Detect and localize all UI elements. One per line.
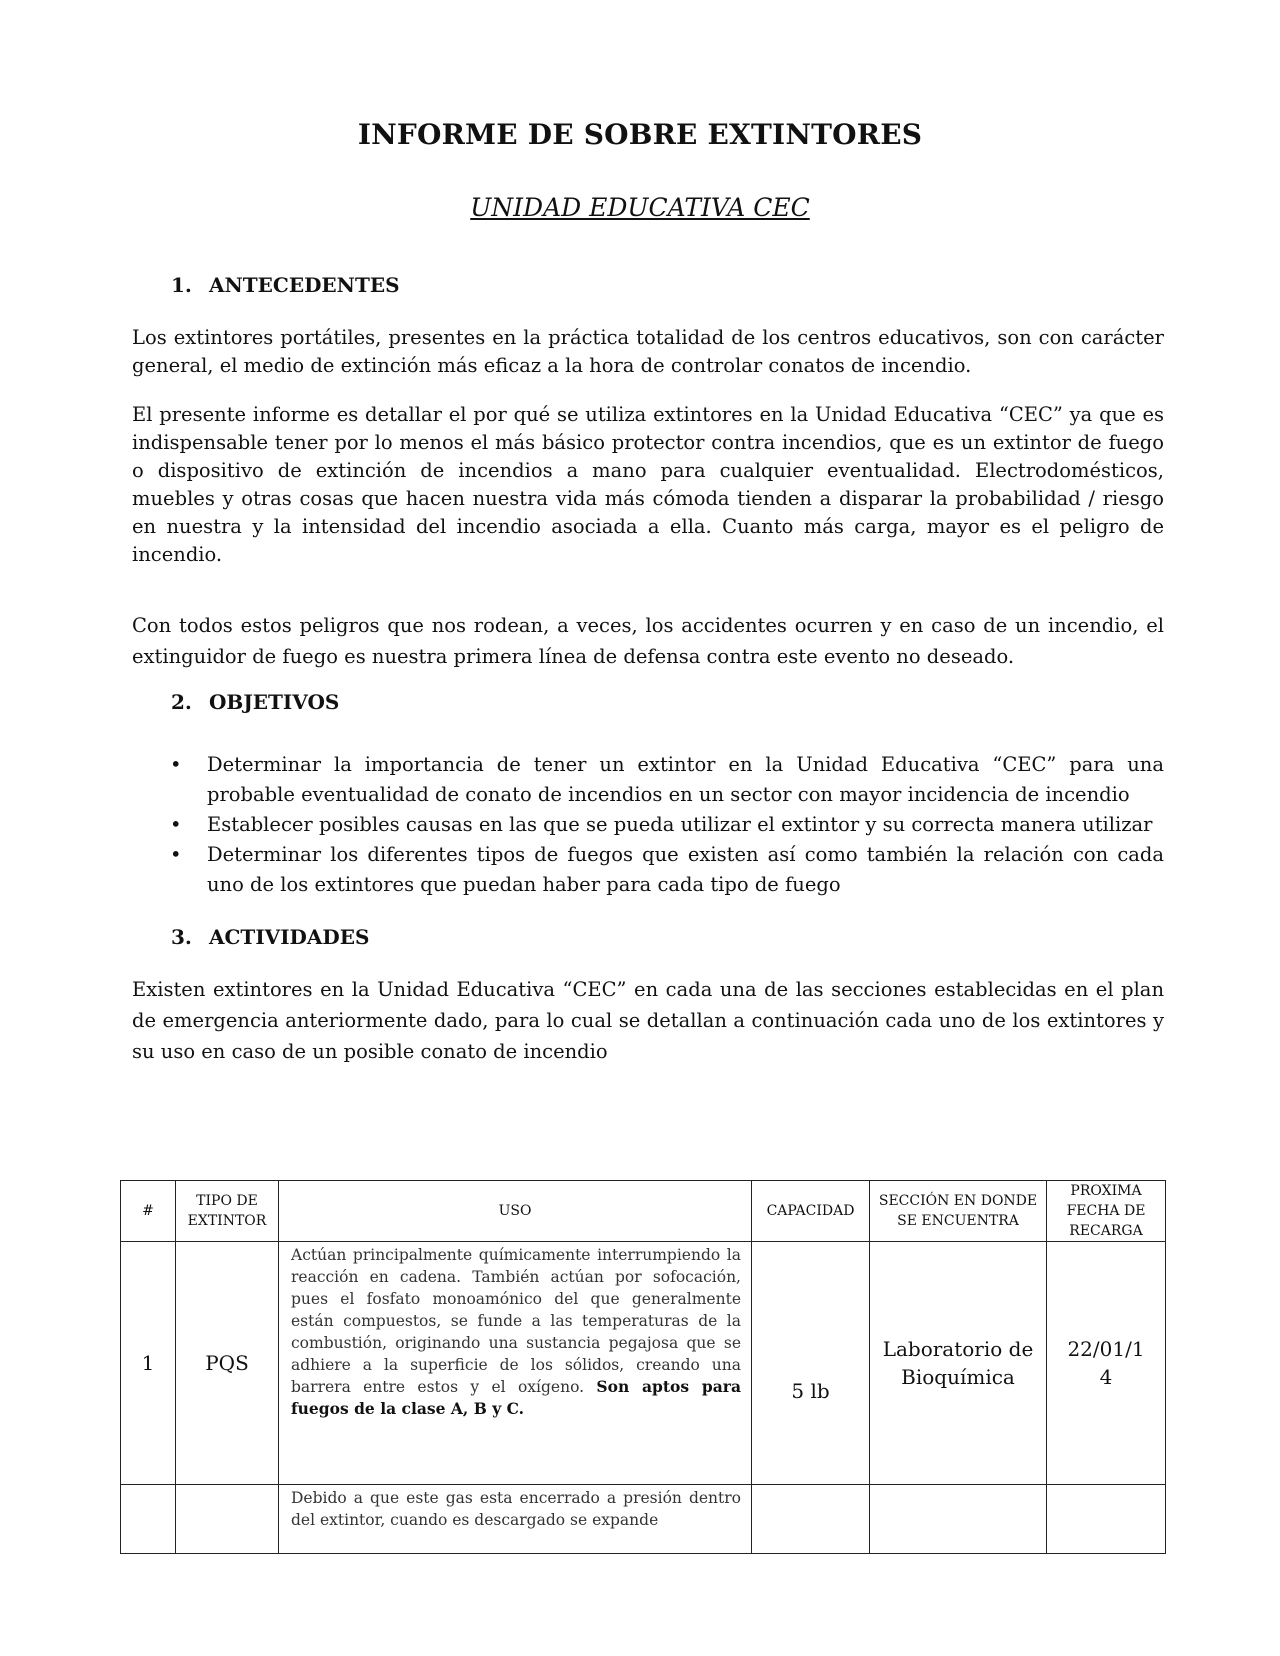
cell-seccion	[870, 1485, 1047, 1554]
uso-text: Actúan principalmente químicamente interrumpiendo la reacción en cadena. También actúan por sofocación, pues el fosfato monoamónico del que generalmente están compuestos, se funde a las temperaturas de la combustión, originando una sustancia pegajosa que se adhiere a la superficie de los sólidos, creando una barrera entre estos y el oxígeno.	[291, 1246, 741, 1396]
section-title: OBJETIVOS	[209, 690, 340, 714]
antecedentes-paragraph-2: El presente informe es detallar el por qué se utiliza extintores en la Unidad Educativa “CEC” ya que es indispensable tener por lo menos el más básico protector contra incendios, que es un extintor de fuego o dispositivo de extinción de incendios a mano para cualquier eventualidad. Electrodomésticos, muebles y otras cosas que hacen nuestra vida más cómoda tienden a disparar la probabilidad / riesgo en nuestra y la intensidad del incendio asociada a ella. Cuanto más carga, mayor es el peligro de incendio.	[132, 403, 1164, 566]
list-item	[132, 840, 1164, 900]
bullet-icon: •	[170, 843, 182, 866]
section-title: ANTECEDENTES	[209, 273, 400, 297]
antecedentes-paragraph-1: Los extintores portátiles, presentes en la práctica totalidad de los centros educativos, son con carácter general, el medio de extinción más eficaz a la hora de controlar conatos de incendio.	[132, 326, 1164, 377]
table-row	[121, 1485, 1166, 1554]
table-row	[121, 1242, 1166, 1485]
cell-fecha: 22/01/14	[1047, 1242, 1166, 1485]
cell-tipo: PQS	[176, 1242, 279, 1485]
header-capacidad: CAPACIDAD	[752, 1181, 870, 1242]
header-fecha: PROXIMA FECHA DE RECARGA	[1047, 1181, 1166, 1242]
cell-uso	[279, 1242, 752, 1485]
bullet-icon: •	[170, 753, 182, 776]
section-heading-objetivos	[171, 690, 339, 714]
header-tipo: TIPO DE EXTINTOR	[176, 1181, 279, 1242]
extintores-table	[120, 1180, 1166, 1554]
section-number: 2.	[171, 690, 192, 714]
uso-text: Debido a que este gas esta encerrado a presión dentro del extintor, cuando es descargado se expande	[291, 1489, 741, 1529]
list-item-text: Determinar la importancia de tener un extintor en la Unidad Educativa “CEC” para una probable eventualidad de conato de incendios en un sector con mayor incidencia de incendio	[207, 753, 1164, 806]
section-heading-antecedentes	[171, 273, 400, 297]
cell-capacidad: 5 lb	[752, 1242, 870, 1485]
list-item-text: Establecer posibles causas en las que se pueda utilizar el extintor y su correcta manera utilizar	[207, 813, 1153, 836]
document-subtitle: UNIDAD EDUCATIVA CEC	[470, 193, 810, 222]
section-number: 1.	[171, 273, 192, 297]
document-title: INFORME DE SOBRE EXTINTORES	[357, 118, 923, 151]
cell-num: 1	[121, 1242, 176, 1485]
objetivos-list	[132, 750, 1164, 900]
cell-num	[121, 1485, 176, 1554]
header-num: #	[121, 1181, 176, 1242]
list-item	[132, 750, 1164, 810]
section-title: ACTIVIDADES	[209, 925, 370, 949]
section-number: 3.	[171, 925, 192, 949]
cell-tipo	[176, 1485, 279, 1554]
bullet-icon: •	[170, 813, 182, 836]
actividades-paragraph: Existen extintores en la Unidad Educativa “CEC” en cada una de las secciones establecidas en el plan de emergencia anteriormente dado, para lo cual se detallan a continuación cada uno de los extintores y su uso en caso de un posible conato de incendio	[132, 978, 1164, 1063]
list-item-text: Determinar los diferentes tipos de fuegos que existen así como también la relación con cada uno de los extintores que puedan haber para cada tipo de fuego	[207, 843, 1164, 896]
section-heading-actividades	[171, 925, 369, 949]
header-seccion: SECCIÓN EN DONDE SE ENCUENTRA	[870, 1181, 1047, 1242]
table-header-row	[121, 1181, 1166, 1242]
header-uso: USO	[279, 1181, 752, 1242]
uso-bold-text: Son aptos para fuegos de la clase A, B y C.	[291, 1377, 742, 1418]
list-item	[132, 810, 1164, 840]
cell-uso	[279, 1485, 752, 1554]
cell-fecha	[1047, 1485, 1166, 1554]
cell-seccion: Laboratorio de Bioquímica	[870, 1242, 1047, 1485]
cell-capacidad	[752, 1485, 870, 1554]
antecedentes-paragraph-3: Con todos estos peligros que nos rodean, a veces, los accidentes ocurren y en caso de un incendio, el extinguidor de fuego es nuestra primera línea de defensa contra este evento no deseado.	[132, 614, 1164, 668]
